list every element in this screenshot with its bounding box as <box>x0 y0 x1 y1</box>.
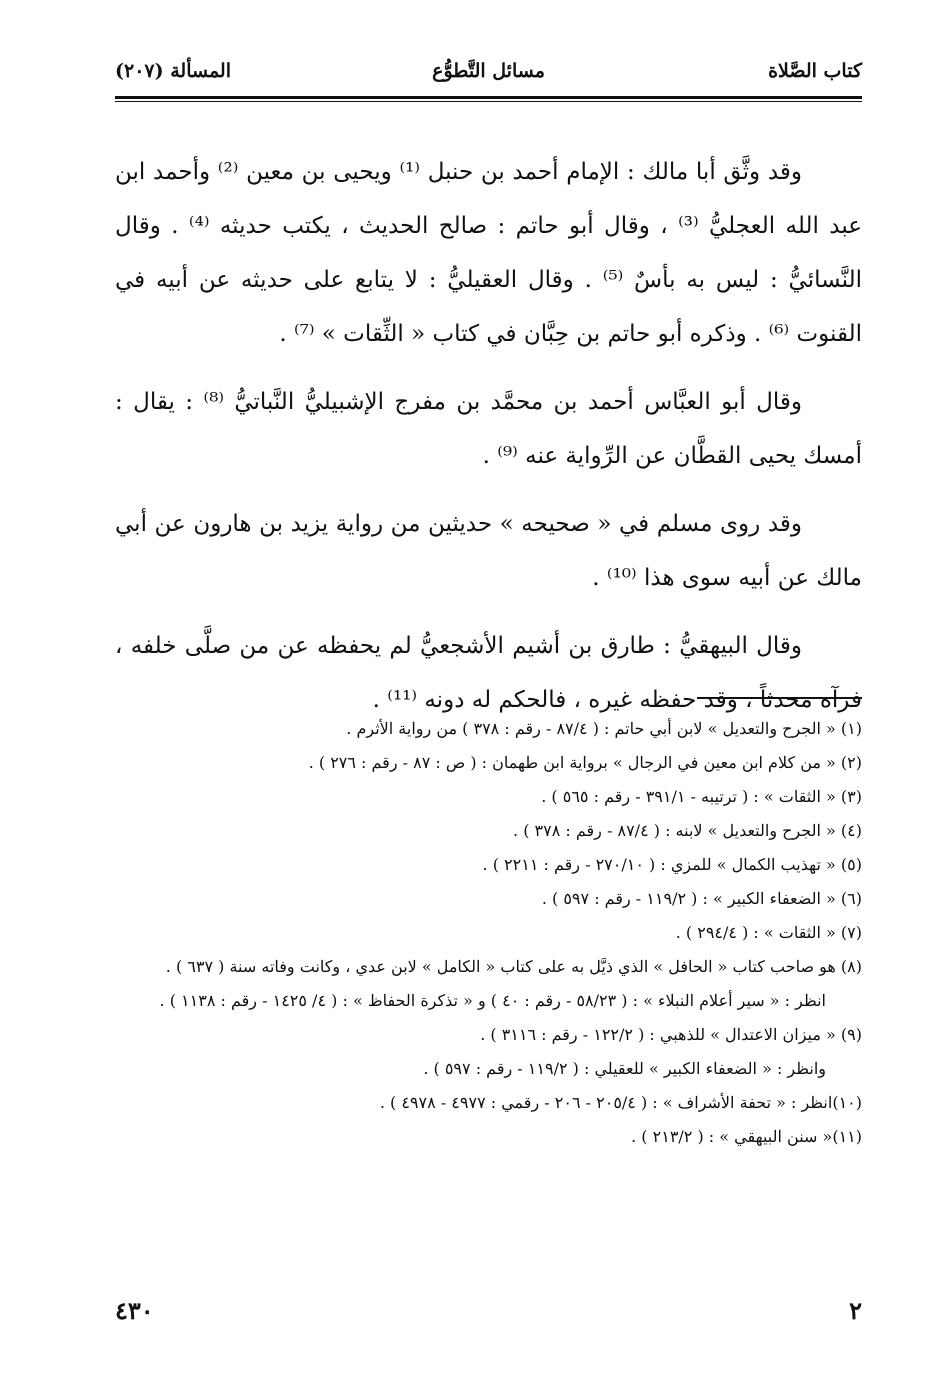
footnote: (٥) « تهذيب الكمال » للمزي : ( ٢٧٠/١٠ - رقم : ٢٢١١ ) . <box>482 855 862 874</box>
page-number: ٤٣٠ <box>115 1296 154 1325</box>
paragraph: وقد روى مسلم في « صحيحه » حديثين من رواية يزيد بن هارون عن أبي مالك عن أبيه سوى هذا ⁽¹⁰⁾ . <box>115 511 862 591</box>
paragraph: وقد وثَّق أبا مالك : الإمام أحمد بن حنبل ⁽¹⁾ ويحيى بن معين ⁽²⁾ وأحمد ابن عبد الله العجليُّ ⁽³⁾ ، وقال أبو حاتم : صالح الحديث ، يكتب حديثه ⁽⁴⁾ . وقال النَّسائيُّ : ليس به بأسٌ ⁽⁵⁾ . وقال العقيليُّ : لا يتابع على حديثه عن أبيه في القنوت ⁽⁶⁾ . وذكره أبو حاتم بن حِبَّان في كتاب « الثِّقات » ⁽⁷⁾ . <box>115 159 862 347</box>
footnote: (٤) « الجرح والتعديل » لابنه : ( ٨٧/٤ - رقم : ٣٧٨ ) . <box>513 821 862 840</box>
footnote: (٩) « ميزان الاعتدال » للذهبي : ( ١٢٢/٢ - رقم : ٣١١٦ ) . <box>480 1025 862 1044</box>
header-section-title: مسائل التَّطوُّع <box>432 60 545 82</box>
footnote: (٢) « من كلام ابن معين في الرجال » برواية ابن طهمان : ( ص : ٨٧ - رقم : ٢٧٦ ) . <box>308 753 862 772</box>
footnotes <box>115 712 862 1154</box>
footnote: (١٠)انظر : « تحفة الأشراف » : ( ٢٠٥/٤ - ٢٠٦ - رقمي : ٤٩٧٧ - ٤٩٧٨ ) . <box>379 1093 862 1112</box>
main-text <box>115 145 862 741</box>
footnote: (٣) « الثقات » : ( ترتيبه - ٣٩١/١ - رقم : ٥٦٥ ) . <box>541 787 862 806</box>
header-issue-number: المسألة (٢٠٧) <box>115 60 231 82</box>
header-divider <box>115 96 862 102</box>
header-book-title: كتاب الصَّلاة <box>768 60 862 82</box>
volume-number: ٢ <box>849 1296 862 1325</box>
page-footer <box>115 1296 862 1330</box>
footnote: (٨) هو صاحب كتاب « الحافل » الذي ذيَّل به على كتاب « الكامل » لابن عدي ، وكانت وفاته سنة ( ٦٣٧ ) . <box>165 957 862 976</box>
footnote: (١) « الجرح والتعديل » لابن أبي حاتم : ( ٨٧/٤ - رقم : ٣٧٨ ) من رواية الأثرم . <box>346 719 862 738</box>
paragraph: وقال أبو العبَّاس أحمد بن محمَّد بن مفرج الإشبيليُّ النَّباتيُّ ⁽⁸⁾ : يقال : أمسك يحيى القطَّان عن الرِّواية عنه ⁽⁹⁾ . <box>115 389 862 469</box>
footnote: (١١)« سنن البيهقي » : ( ٢١٣/٢ ) . <box>631 1127 862 1146</box>
footnote: (٦) « الضعفاء الكبير » : ( ١١٩/٢ - رقم : ٥٩٧ ) . <box>541 889 862 908</box>
footnote-continuation: وانظر : « الضعفاء الكبير » للعقيلي : ( ١١٩/٢ - رقم : ٥٩٧ ) . <box>423 1059 826 1078</box>
running-header <box>115 56 862 90</box>
paragraph: وقال البيهقيُّ : طارق بن أشيم الأشجعيُّ لم يحفظه عن من صلَّى خلفه ، فرآه محدثاً ، وقد حفظه غيره ، فالحكم له دونه ⁽¹¹⁾ . <box>115 633 862 713</box>
footnote-continuation: انظر : « سير أعلام النبلاء » : ( ٥٨/٢٣ - رقم : ٤٠ ) و « تذكرة الحفاظ » : ( ٤/ ١٤٢٥ - رقم : ١١٣٨ ) . <box>159 991 826 1010</box>
footnote: (٧) « الثقات » : ( ٢٩٤/٤ ) . <box>675 923 862 942</box>
footnote-divider <box>697 697 862 699</box>
